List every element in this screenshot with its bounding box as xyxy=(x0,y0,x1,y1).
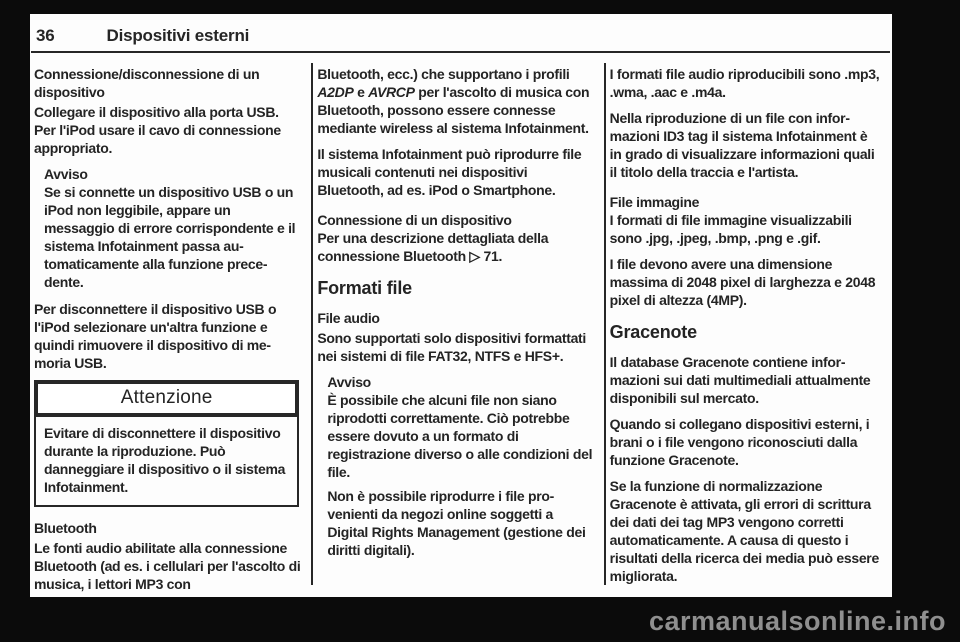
body-paragraph: Quando si collegano dispositivi esterni, i brani o i file vengono riconosciuti dalla funzione Gracenote. xyxy=(609,416,870,468)
subsection-heading: Connessione di un dispositivo xyxy=(317,212,512,228)
italic-term: AVRCP xyxy=(368,84,415,100)
body-paragraph: I formati di file immagine visualizzabili sono .jpg, .jpeg, .bmp, .png e .gif. xyxy=(609,212,852,246)
section-heading: Bluetooth xyxy=(34,520,97,536)
caution-text: Evitare di disconnettere il dispositivo durante la riproduzione. Può danneggiare il dispositivo o il sistema Infotainment. xyxy=(34,417,299,507)
paragraph-text: per l'ascolto di musica con Bluetooth, possono essere connesse mediante wireless al sistema Infotainment. xyxy=(317,84,590,136)
body-paragraph: Collegare il dispositivo alla porta USB. Per l'iPod usare il cavo di connessione appropriato. xyxy=(34,104,281,156)
notice-text: Se si connette un dispositivo USB o un iPod non leggibile, appare un messaggio di errore corrispondente e il sistema Infotainment passa automaticamente alla funzione precedente. xyxy=(44,184,296,290)
paragraph-text: Bluetooth, ecc.) che supportano i profili xyxy=(317,66,570,82)
notice-text: Non è possibile riprodurre i file provenienti da negozi online soggetti a Digital Rights Management (gestione dei diritti digitali). xyxy=(327,488,586,558)
column-1 xyxy=(30,53,311,593)
section-heading: Gracenote xyxy=(609,322,697,342)
notice-block xyxy=(34,165,301,291)
body-paragraph: Sono supportati solo dispositivi formattati nei sistemi di file FAT32, NTFS e HFS+. xyxy=(317,330,587,364)
manual-page xyxy=(30,14,892,597)
notice-label: Avviso xyxy=(327,374,371,390)
cross-reference-page: 71. xyxy=(483,248,503,264)
body-paragraph: Nella riproduzione di un file con informazioni ID3 tag il sistema Infotainment è in grado di visualizzare informazioni quali il titolo della traccia e l'artista. xyxy=(609,110,875,180)
page-header xyxy=(31,14,890,53)
body-paragraph xyxy=(317,229,593,265)
body-paragraph: I formati file audio riproducibili sono .mp3, .wma, .aac e .m4a. xyxy=(609,66,880,100)
column-2 xyxy=(313,53,603,593)
cross-reference-icon: ▷ xyxy=(469,248,480,264)
italic-term: A2DP xyxy=(317,84,354,100)
body-paragraph: I file devono avere una dimensione massima di 2048 pixel di larghezza e 2048 pixel di altezza (4MP). xyxy=(609,256,876,308)
caution-box xyxy=(34,380,299,507)
watermark: carmanualsonline.info xyxy=(648,606,946,636)
notice-block xyxy=(317,373,593,559)
body-paragraph xyxy=(317,65,593,137)
body-paragraph: Le fonti audio abilitate alla connessione Bluetooth (ad es. i cellulari per l'ascolto di musica, i lettori MP3 con xyxy=(34,540,301,592)
notice-label: Avviso xyxy=(44,166,88,182)
body-paragraph: Il database Gracenote contiene informazioni sui dati multimediali attualmente disponibili sul mercato. xyxy=(609,354,871,406)
section-heading: Connessione/disconnessione di un dispositivo xyxy=(34,66,260,100)
column-3 xyxy=(606,53,892,593)
chapter-title: Dispositivi esterni xyxy=(106,26,250,45)
body-paragraph: Per disconnettere il dispositivo USB o l'iPod selezionare un'altra funzione e quindi rimuovere il dispositivo di memoria USB. xyxy=(34,301,277,371)
caution-title: Attenzione xyxy=(34,380,299,417)
body-paragraph: Se la funzione di normalizzazione Gracenote è attivata, gli errori di scrittura dei dati dei tag MP3 vengono corretti automaticamente. A causa di questo i risultati della ricerca dei media può essere migliorata. xyxy=(609,478,879,584)
section-heading: Formati file xyxy=(317,278,412,298)
paragraph-text: Per una descrizione dettagliata della connessione Bluetooth xyxy=(317,230,549,264)
subsection-heading: File audio xyxy=(317,310,380,326)
page-number: 36 xyxy=(36,26,55,45)
text-columns xyxy=(30,53,892,593)
subsection-heading: File immagine xyxy=(609,194,700,210)
paragraph-text: e xyxy=(353,84,369,100)
notice-text: È possibile che alcuni file non siano riprodotti correttamente. Ciò potrebbe essere dovuto a un formato di registrazione diverso o alle condizioni del file. xyxy=(327,392,593,480)
body-paragraph: Il sistema Infotainment può riprodurre file musicali contenuti nei dispositivi Bluetooth, ad es. iPod o Smartphone. xyxy=(317,146,582,198)
